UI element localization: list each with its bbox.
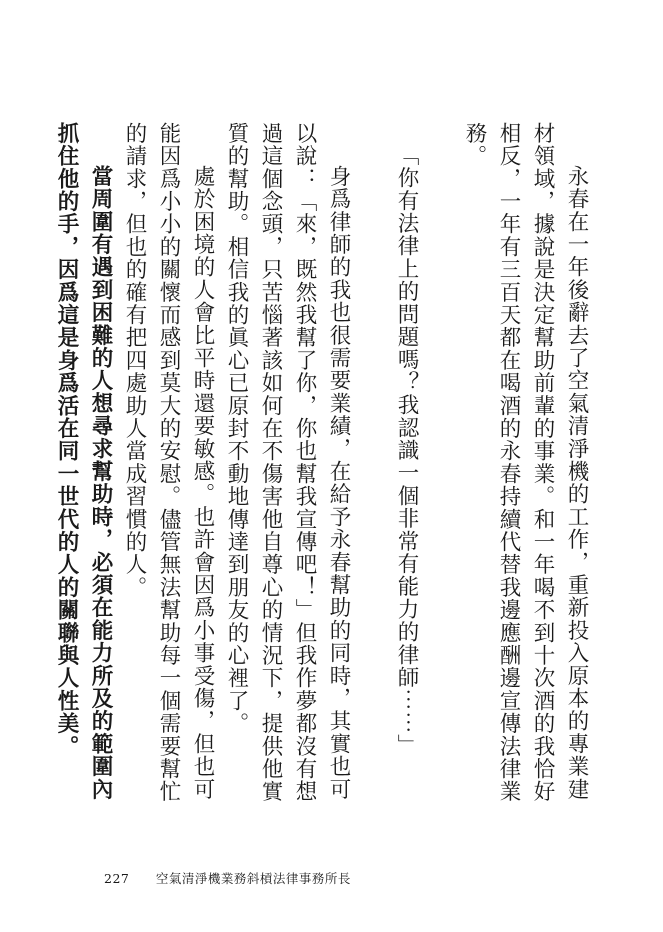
bold-conclusion-paragraph: 當周圍有遇到困難的人想尋求幫助時，必須在能力所及的範圍內抓住他的手，因爲這是身爲活在同一世代的人的關聯與人性美。 [54, 122, 113, 801]
quote-paragraph: 「你有法律上的問題嗎？我認識一個非常有能力的律師⋯⋯」 [394, 143, 419, 757]
paragraph-4: 處於困境的人會比平時還要敏感。也許會因爲小事受傷，但也可能因爲小小的關懷而感到莫大的安慰。儘管無法幫助每一個需要幫忙的請求，但也的確有把四處助人當成習慣的人。 [122, 122, 215, 803]
paragraph-spacer [355, 122, 389, 822]
page-footer [104, 869, 351, 887]
vertical-text-body [53, 122, 593, 822]
paragraph-1: 永春在一年後辭去了空氣清淨機的工作，重新投入原本的專業建材領域，據說是決定幫助前輩的事業。和一年喝不到十次酒的我恰好相反，一年有三百天都在喝酒的永春持續代替我邊應酬邊宣傳法律業務。 [462, 122, 589, 803]
running-title: 空氣清淨機業務斜槓法律事務所長 [155, 871, 351, 886]
page-number: 227 [104, 871, 130, 886]
paragraph-spacer [423, 122, 457, 822]
paragraph-3: 身爲律師的我也很需要業績，在給予永春幫助的同時，其實也可以說：「來，既然我幫了你，你也幫我宣傳吧！」但我作夢都沒有想過這個念頭，只苦惱著該如何在不傷害他自尊心的情況下，提供他實質的幫助。相信我的眞心已原封不動地傳達到朋友的心裡了。 [224, 122, 351, 803]
